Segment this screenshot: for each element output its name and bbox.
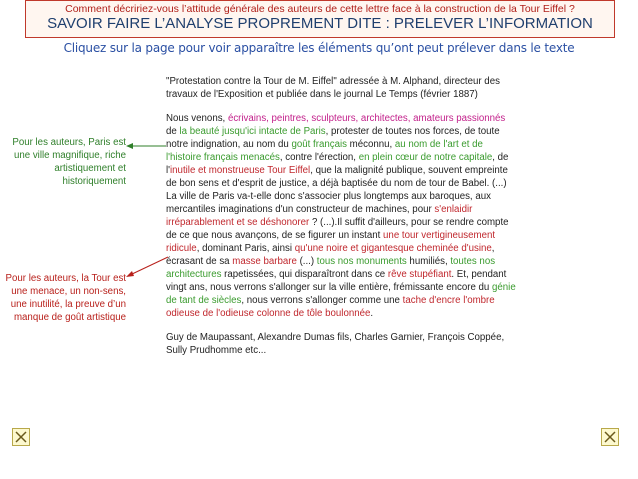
letter-text[interactable] [166,75,516,368]
highlight-span: goût français [291,139,347,150]
text-span: . [370,308,374,319]
highlight-span: la beauté jusqu'ici intacte de Paris [179,126,326,137]
text-span: Nous venons, [166,113,228,124]
text-span: de [166,126,180,137]
text-span: , nous verrons s'allonger comme une [241,295,403,306]
arrow-right-icon [602,429,618,445]
highlight-span: tous nos monuments [316,256,407,267]
text-span: humiliés, [406,256,451,267]
page-title: SAVOIR FAIRE L’ANALYSE PROPREMENT DITE : PRELEVER L’INFORMATION [47,15,593,32]
highlight-span: qu'une noire et gigantesque cheminée d'usine [294,243,492,254]
text-span: , de l' [166,152,509,176]
highlight-span: au nom de l'art et de l'histoire français menacés [166,139,483,163]
text-span: , que la malignité publique, souvent empreinte de bon sens et d'esprit de justice, a déjà baptisée du nom de tour de Babel. (...) La ville de Paris va-t-elle donc s'associer plus longtemps aux baroques, aux mercantiles imaginations d'un constructeur de machines, pour [166,165,508,215]
text-span: (...) [296,256,317,267]
text-span: ? (...).Il suffit d'ailleurs, pour se rendre compte de ce que nous avançons, de se figurer un instant [166,217,509,241]
arrow-left-icon [13,429,29,445]
header-box [25,0,615,38]
text-span: , protester de toutes nos forces, de toute notre indignation, au nom du [166,126,500,150]
highlight-span: masse barbare [232,256,297,267]
text-span: , dominant Paris, ainsi [196,243,295,254]
letter-signature: Guy de Maupassant, Alexandre Dumas fils, Charles Garnier, François Coppée, Sully Prudhomme etc... [166,332,505,356]
prev-button[interactable] [12,428,30,446]
highlight-span: une tour vertigineusement ridicule [166,230,496,254]
highlight-span: inutile et monstrueuse Tour Eiffel [170,165,311,176]
letter-body [166,112,516,320]
text-span: , contre l'érection, [279,152,359,163]
instruction-text[interactable]: Cliquez sur la page pour voir apparaître les éléments qu’ont peut prélever dans le texte [63,41,575,55]
highlight-span: en plein cœur de notre capitale [358,152,493,163]
text-span: rapetissées, qui disparaîtront dans ce [221,269,388,280]
highlight-span: toutes nos architectures [166,256,496,280]
note-tour: Pour les auteurs, la Tour est une menace, un non-sens, une inutilité, la preuve d’un manque de goût artistique [5,273,126,323]
highlight-span: génie de tant de siècles [166,282,516,306]
letter-intro: "Protestation contre la Tour de M. Eiffel" adressée à M. Alphand, directeur des travaux de l'Exposition et publiée dans le journal Le Temps (février 1887) [166,76,500,100]
text-span: méconnu, [346,139,395,150]
highlight-span: s'enlaidir irréparablement et se déshonorer [166,204,473,228]
next-button[interactable] [601,428,619,446]
text-span: , écrasant de sa [166,243,495,267]
question-text: Comment décririez-vous l’attitude générale des auteurs de cette lettre face à la construction de la Tour Eiffel ? [65,3,575,15]
arrow-tour [126,255,170,279]
highlight-span: écrivains, peintres, sculpteurs, architectes, amateurs passionnés [227,113,506,124]
note-paris: Pour les auteurs, Paris est une ville magnifique, riche artistiquement et historiquement [12,137,126,187]
text-span: . Et, pendant vingt ans, nous verrons s'allonger sur la ville entière, frémissante encore du [166,269,507,293]
highlight-span: rêve stupéfiant [387,269,452,280]
highlight-span: tache d'encre l'ombre odieuse de l'odieuse colonne de tôle boulonnée [166,295,495,319]
arrow-paris [126,140,168,152]
